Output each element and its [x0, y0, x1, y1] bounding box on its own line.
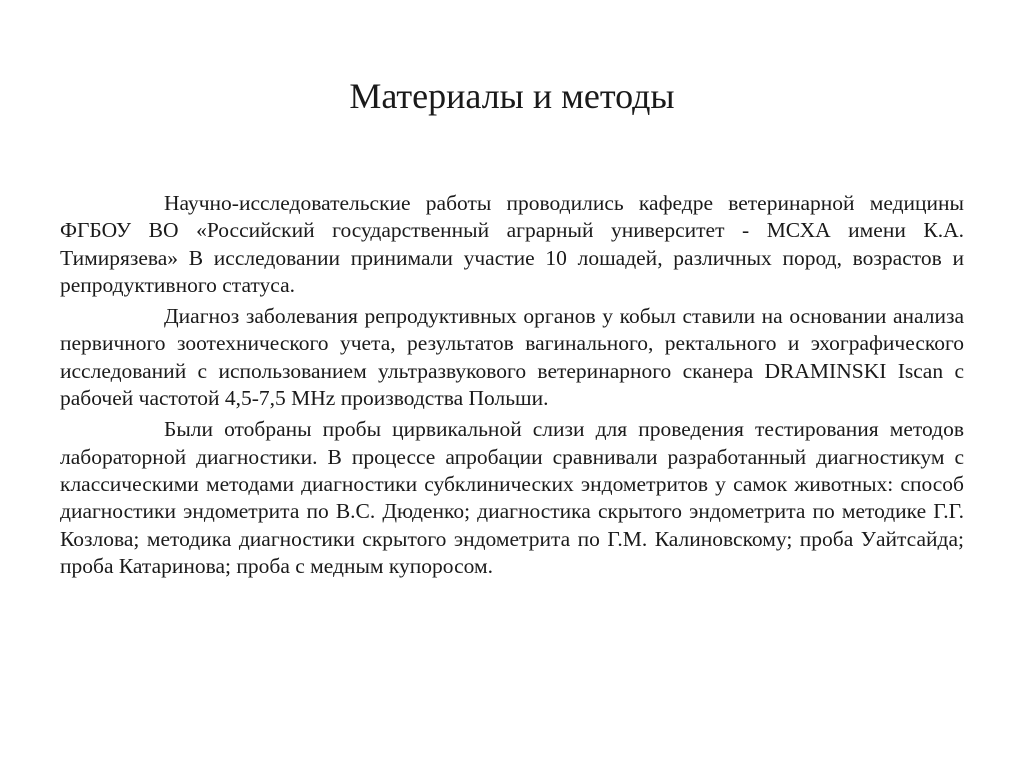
paragraph-diagnosis-method: Диагноз заболевания репродуктивных органов у кобыл ставили на основании анализа первичного зоотехнического учета, результатов вагинального, ректального и эхографического исследований с использованием ультразвукового ветеринарного сканера DRAMINSKI Iscan с рабочей частотой 4,5-7,5 MHz производства Польши.	[60, 304, 964, 411]
paragraph-lab-testing: Были отобраны пробы цирвикальной слизи для проведения тестирования методов лабораторной диагностики. В процессе апробации сравнивали разработанный диагностикум с классическими методами диагностики субклинических эндометритов у самок животных: способ диагностики эндометрита по В.С. Дюденко; диагностика скрытого эндометрита по методике Г.Г. Козлова; методика диагностики скрытого эндометрита по Г.М. Калиновскому; проба Уайтсайда; проба Катаринова; проба с медным купоросом.	[60, 417, 964, 578]
page-title: Материалы и методы	[349, 76, 675, 116]
paragraph-research-setting: Научно-исследовательские работы проводились кафедре ветеринарной медицины ФГБОУ ВО «Российский государственный аграрный университет - МСХА имени К.А. Тимирязева» В исследовании принимали участие 10 лошадей, различных пород, возрастов и репродуктивного статуса.	[60, 191, 964, 297]
body-text	[60, 190, 964, 584]
